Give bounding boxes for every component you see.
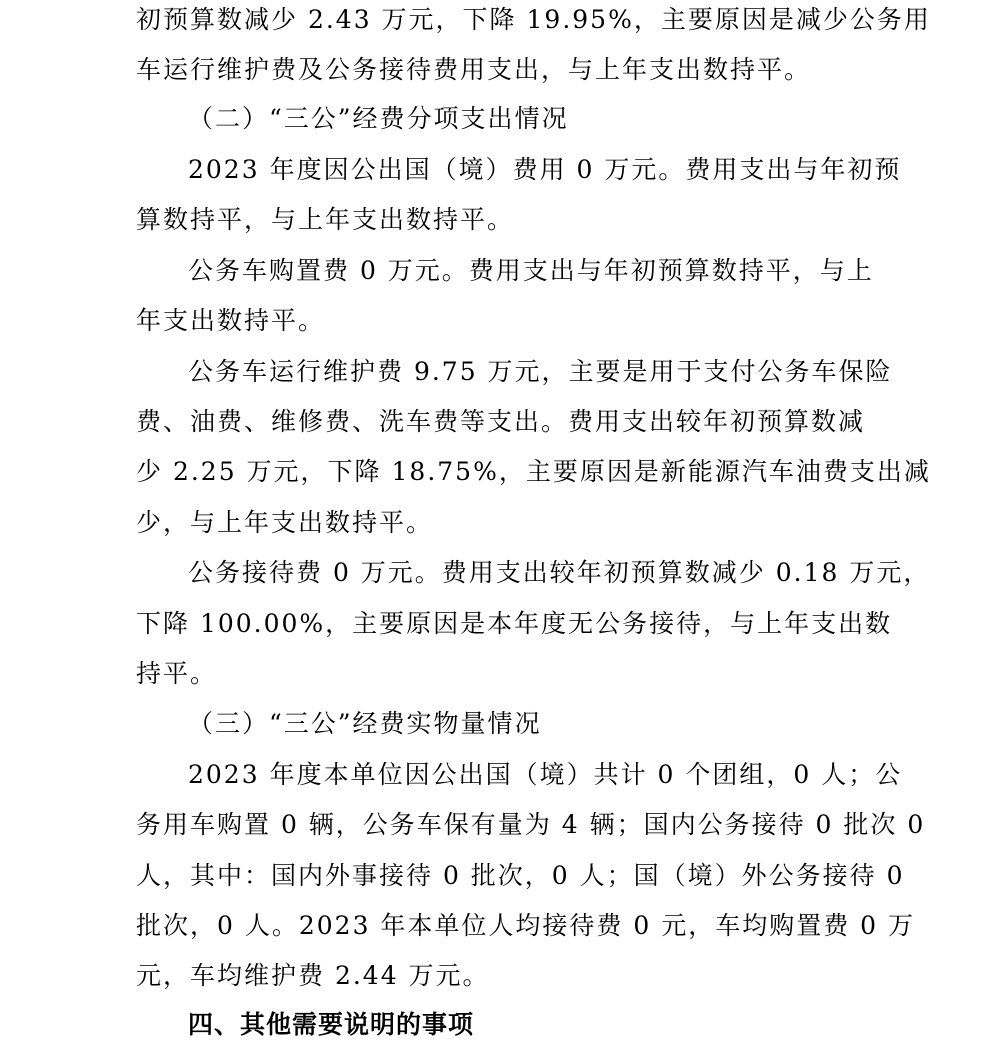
paragraph-line: 费、油费、维修费、洗车费等支出。费用支出较年初预算数减 — [136, 407, 866, 436]
paragraph-line: 算数持平，与上年支出数持平。 — [136, 205, 515, 234]
paragraph-line: 少 2.25 万元，下降 18.75%，主要原因是新能源汽车油费支出减 — [136, 457, 931, 486]
paragraph-line: 人，其中：国内外事接待 0 批次，0 人；国（境）外公务接待 0 — [136, 861, 905, 890]
paragraph-line: 批次，0 人。2023 年本单位人均接待费 0 元，车均购置费 0 万 — [136, 911, 916, 940]
paragraph-line: 初预算数减少 2.43 万元，下降 19.95%，主要原因是减少公务用 — [136, 5, 931, 34]
paragraph-line: 公务接待费 0 万元。费用支出较年初预算数减少 0.18 万元， — [188, 558, 931, 587]
subsection-heading: （三）“三公”经费实物量情况 — [188, 709, 542, 738]
paragraph-line: 持平。 — [136, 659, 218, 688]
paragraph-line: 下降 100.00%，主要原因是本年度无公务接待，与上年支出数 — [136, 609, 893, 638]
paragraph-line: 少，与上年支出数持平。 — [136, 508, 434, 537]
paragraph-line: 公务车运行维护费 9.75 万元，主要是用于支付公务车保险 — [188, 357, 893, 386]
paragraph-line: 车运行维护费及公务接待费用支出，与上年支出数持平。 — [136, 55, 812, 84]
paragraph-line: 2023 年度本单位因公出国（境）共计 0 个团组，0 人；公 — [188, 760, 903, 789]
paragraph-line: 年支出数持平。 — [136, 306, 326, 335]
paragraph-line: 元，车均维护费 2.44 万元。 — [136, 961, 490, 990]
subsection-heading: （二）“三公”经费分项支出情况 — [188, 104, 569, 133]
paragraph-line: 公务车购置费 0 万元。费用支出与年初预算数持平，与上 — [188, 256, 874, 285]
section-heading: 四、其他需要说明的事项 — [188, 1010, 475, 1039]
paragraph-line: 务用车购置 0 辆，公务车保有量为 4 辆；国内公务接待 0 批次 0 — [136, 810, 926, 839]
paragraph-line: 2023 年度因公出国（境）费用 0 万元。费用支出与年初预 — [188, 155, 902, 184]
